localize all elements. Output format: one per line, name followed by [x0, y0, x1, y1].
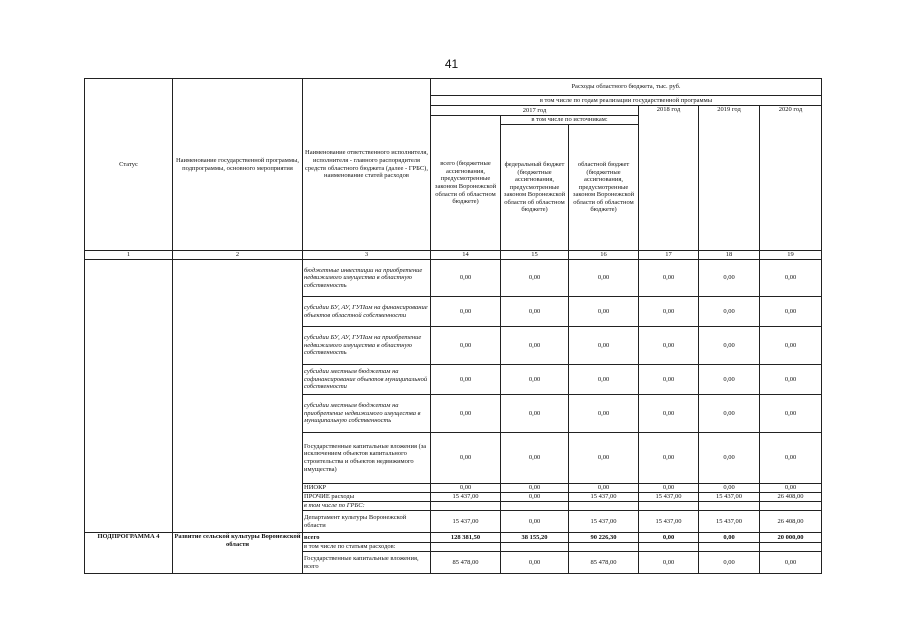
value-cell-empty — [760, 502, 822, 511]
value-cell: 0,00 — [760, 297, 822, 327]
row-label: в том числе по статьям расходов: — [303, 543, 431, 552]
value-cell: 0,00 — [699, 327, 760, 365]
table-row — [85, 533, 822, 543]
value-cell: 15 437,00 — [639, 511, 699, 533]
value-cell: 0,00 — [699, 484, 760, 493]
value-cell: 0,00 — [501, 433, 569, 484]
header-total: всего (бюджетные ассигнования, предусмотренные законом Воронежской области об областном бюджете) — [431, 116, 501, 251]
value-cell: 15 437,00 — [431, 493, 501, 502]
header-year-2020: 2020 год — [760, 106, 822, 251]
value-cell: 0,00 — [699, 552, 760, 574]
row-label: НИОКР — [303, 484, 431, 493]
value-cell: 0,00 — [569, 484, 639, 493]
value-cell: 15 437,00 — [639, 493, 699, 502]
value-cell: 0,00 — [431, 297, 501, 327]
col-number: 15 — [501, 251, 569, 260]
value-cell: 0,00 — [431, 327, 501, 365]
value-cell-empty — [431, 502, 501, 511]
value-cell: 15 437,00 — [699, 493, 760, 502]
header-year-2018: 2018 год — [639, 106, 699, 251]
value-cell: 0,00 — [639, 552, 699, 574]
col-number: 1 — [85, 251, 173, 260]
value-cell: 0,00 — [431, 395, 501, 433]
value-cell: 0,00 — [431, 365, 501, 395]
value-cell: 0,00 — [501, 260, 569, 297]
value-cell: 0,00 — [569, 260, 639, 297]
value-cell: 0,00 — [501, 552, 569, 574]
row-label: бюджетные инвестиции на приобретение недвижимого имущества в областную собственность — [303, 260, 431, 297]
value-cell: 0,00 — [569, 327, 639, 365]
value-cell: 0,00 — [569, 433, 639, 484]
row-label: субсидии местным бюджетам на софинансирование объектов муниципальной собственности — [303, 365, 431, 395]
row-label: в том числе по ГРБС: — [303, 502, 431, 511]
row-label: всего — [303, 533, 431, 543]
value-cell: 0,00 — [699, 260, 760, 297]
value-cell: 0,00 — [760, 395, 822, 433]
col-number: 2 — [173, 251, 303, 260]
value-cell: 20 000,00 — [760, 533, 822, 543]
col-number: 17 — [639, 251, 699, 260]
value-cell-empty — [501, 502, 569, 511]
program-cell-empty — [173, 260, 303, 533]
value-cell: 15 437,00 — [569, 493, 639, 502]
value-cell: 0,00 — [501, 365, 569, 395]
status-cell-empty — [85, 260, 173, 533]
table-row — [85, 260, 822, 297]
col-number: 3 — [303, 251, 431, 260]
header-executor: Наименование ответственного исполнителя, исполнителя - главного распорядителя средств областного бюджета (далее - ГРБС), наименование статей расходов — [303, 79, 431, 251]
value-cell: 0,00 — [639, 297, 699, 327]
value-cell: 85 478,00 — [431, 552, 501, 574]
value-cell: 0,00 — [501, 484, 569, 493]
header-regional: областной бюджет (бюджетные ассигнования, предусмотренные законом Воронежской области об областном бюджете) — [569, 125, 639, 251]
value-cell: 0,00 — [639, 395, 699, 433]
row-label: Государственные капитальные вложения, всего — [303, 552, 431, 574]
value-cell: 38 155,20 — [501, 533, 569, 543]
value-cell: 0,00 — [639, 260, 699, 297]
value-cell: 0,00 — [431, 260, 501, 297]
col-number: 14 — [431, 251, 501, 260]
value-cell: 0,00 — [639, 484, 699, 493]
value-cell: 26 408,00 — [760, 493, 822, 502]
value-cell-empty — [639, 502, 699, 511]
value-cell: 0,00 — [699, 533, 760, 543]
header-expenses: Расходы областного бюджета, тыс. руб. — [431, 79, 822, 96]
value-cell: 0,00 — [760, 365, 822, 395]
value-cell: 0,00 — [639, 533, 699, 543]
header-status: Статус — [85, 79, 173, 251]
row-label: субсидии местным бюджетам на приобретение недвижимого имущества в муниципальную собственность — [303, 395, 431, 433]
value-cell: 0,00 — [501, 395, 569, 433]
value-cell: 0,00 — [569, 395, 639, 433]
subprogram-status: ПОДПРОГРАММА 4 — [85, 533, 173, 574]
header-year-2017: 2017 год — [431, 106, 639, 116]
page-number: 41 — [444, 57, 459, 71]
subprogram-name: Развитие сельской культуры Воронежской области — [173, 533, 303, 574]
row-label: субсидии БУ, АУ, ГУПам на финансирование объектов областной собственности — [303, 297, 431, 327]
value-cell: 0,00 — [431, 433, 501, 484]
value-cell-empty — [431, 543, 501, 552]
value-cell: 90 226,30 — [569, 533, 639, 543]
value-cell: 128 381,50 — [431, 533, 501, 543]
header-program-name: Наименование государственной программы, подпрограммы, основного мероприятия — [173, 79, 303, 251]
value-cell: 0,00 — [699, 395, 760, 433]
value-cell: 0,00 — [431, 484, 501, 493]
value-cell-empty — [569, 502, 639, 511]
value-cell: 15 437,00 — [431, 511, 501, 533]
value-cell: 0,00 — [639, 433, 699, 484]
value-cell-empty — [760, 543, 822, 552]
value-cell: 15 437,00 — [699, 511, 760, 533]
value-cell: 0,00 — [699, 433, 760, 484]
value-cell: 0,00 — [639, 327, 699, 365]
value-cell-empty — [569, 543, 639, 552]
value-cell-empty — [699, 543, 760, 552]
row-label: ПРОЧИЕ расходы — [303, 493, 431, 502]
value-cell: 15 437,00 — [569, 511, 639, 533]
header-by-sources: в том числе по источникам: — [501, 116, 639, 125]
value-cell: 0,00 — [569, 365, 639, 395]
row-label: субсидии БУ, АУ, ГУПам на приобретение недвижимого имущества в областную собственность — [303, 327, 431, 365]
col-number: 18 — [699, 251, 760, 260]
value-cell: 85 478,00 — [569, 552, 639, 574]
value-cell: 0,00 — [760, 552, 822, 574]
col-number: 19 — [760, 251, 822, 260]
value-cell: 0,00 — [501, 493, 569, 502]
value-cell: 0,00 — [699, 297, 760, 327]
value-cell: 0,00 — [639, 365, 699, 395]
value-cell: 0,00 — [699, 365, 760, 395]
budget-table — [84, 78, 822, 574]
value-cell-empty — [501, 543, 569, 552]
header-year-2019: 2019 год — [699, 106, 760, 251]
header-federal: федеральный бюджет (бюджетные ассигнования, предусмотренные законом Воронежской области об областном бюджете) — [501, 125, 569, 251]
value-cell: 0,00 — [501, 327, 569, 365]
value-cell: 0,00 — [760, 433, 822, 484]
value-cell: 0,00 — [760, 260, 822, 297]
value-cell: 0,00 — [501, 297, 569, 327]
row-label: Государственные капитальные вложения (за исключением объектов капитального строительства и объектов недвижимого имущества) — [303, 433, 431, 484]
col-number: 16 — [569, 251, 639, 260]
value-cell: 26 408,00 — [760, 511, 822, 533]
value-cell: 0,00 — [569, 297, 639, 327]
value-cell: 0,00 — [501, 511, 569, 533]
value-cell-empty — [639, 543, 699, 552]
row-label: Департамент культуры Воронежской области — [303, 511, 431, 533]
header-by-years: в том числе по годам реализации государственной программы — [431, 96, 822, 106]
value-cell: 0,00 — [760, 484, 822, 493]
value-cell: 0,00 — [760, 327, 822, 365]
value-cell-empty — [699, 502, 760, 511]
